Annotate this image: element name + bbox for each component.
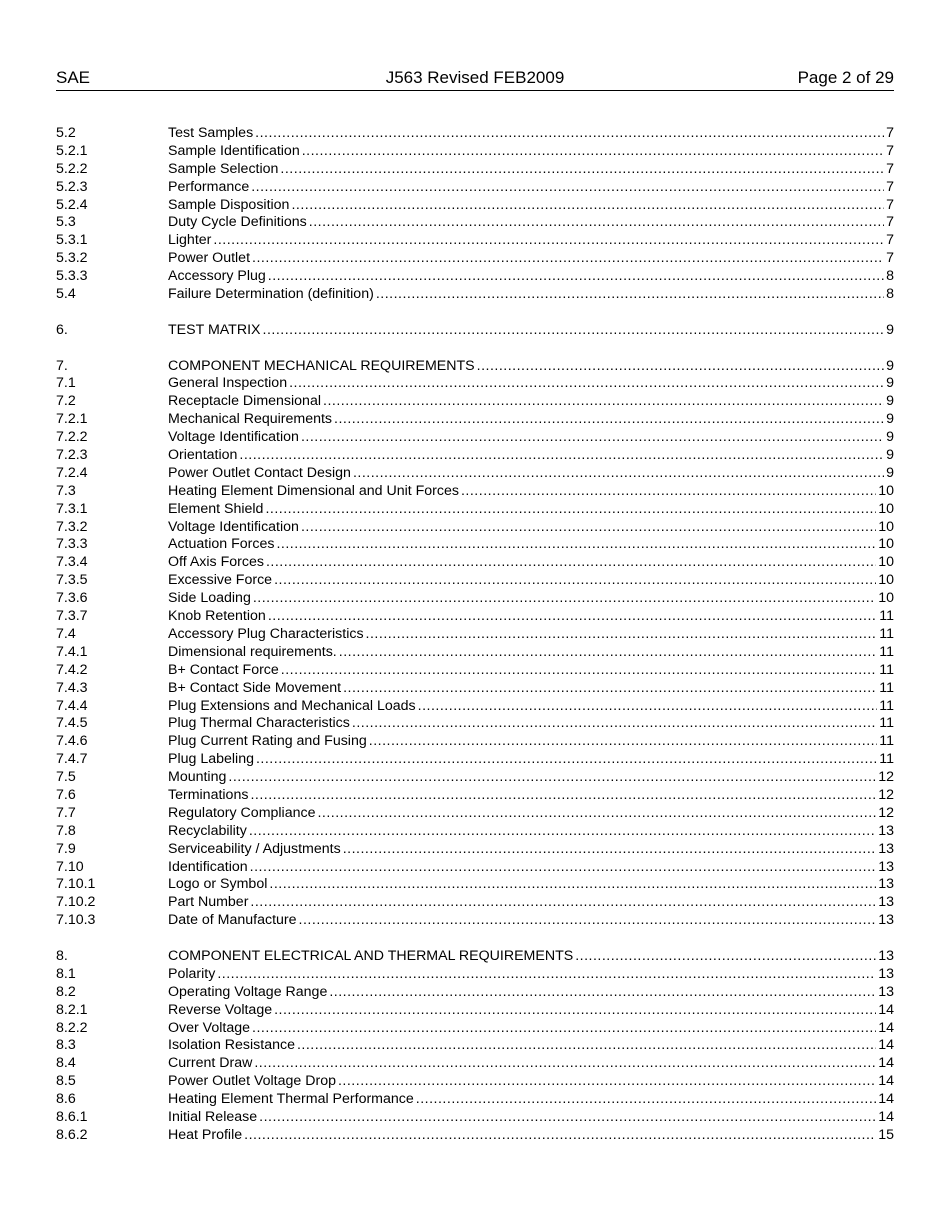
toc-dot-leader bbox=[244, 1127, 876, 1145]
toc-section-title: Sample Selection bbox=[168, 160, 279, 177]
toc-page-number: 7 bbox=[886, 214, 894, 231]
toc-dot-leader bbox=[461, 483, 876, 501]
toc-entry bbox=[56, 322, 894, 340]
toc-entry bbox=[56, 536, 894, 554]
toc-page-number: 13 bbox=[878, 822, 894, 839]
toc-page-number: 13 bbox=[878, 965, 894, 982]
toc-entry bbox=[56, 841, 894, 859]
toc-page-number: 9 bbox=[886, 321, 894, 338]
toc-entry bbox=[56, 411, 894, 429]
toc-section-number: 7.3.6 bbox=[56, 590, 88, 607]
toc-section-title: Current Draw bbox=[168, 1055, 253, 1072]
toc-section-title: Operating Voltage Range bbox=[168, 983, 328, 1000]
toc-entry bbox=[56, 286, 894, 304]
toc-dot-leader bbox=[369, 733, 878, 751]
toc-section-title: Knob Retention bbox=[168, 608, 266, 625]
toc-section-number: 7.10.2 bbox=[56, 894, 96, 911]
toc-dot-leader bbox=[575, 948, 876, 966]
toc-page-number: 11 bbox=[879, 697, 894, 714]
toc-dot-leader bbox=[276, 536, 876, 554]
toc-dot-leader bbox=[228, 769, 876, 787]
toc-page-number: 13 bbox=[878, 840, 894, 857]
toc-page-number: 11 bbox=[879, 643, 894, 660]
toc-page-number: 10 bbox=[878, 554, 894, 571]
toc-dot-leader bbox=[301, 519, 876, 537]
toc-entry bbox=[56, 859, 894, 877]
toc-section-title: Plug Labeling bbox=[168, 751, 254, 768]
toc-section-title: Over Voltage bbox=[168, 1019, 251, 1036]
toc-dot-leader bbox=[255, 125, 884, 143]
toc-entry bbox=[56, 1020, 894, 1038]
toc-section-title: Heating Element Dimensional and Unit Forces bbox=[168, 482, 459, 499]
toc-page-number: 11 bbox=[879, 625, 894, 642]
toc-dot-leader bbox=[343, 680, 877, 698]
toc-section-title: Serviceability / Adjustments bbox=[168, 840, 341, 857]
toc-dot-leader bbox=[418, 698, 878, 716]
toc-page-number: 11 bbox=[879, 751, 894, 768]
toc-page-number: 14 bbox=[878, 1073, 894, 1090]
toc-section-number: 7.6 bbox=[56, 786, 76, 803]
toc-section-number: 5.3 bbox=[56, 214, 76, 231]
toc-section-title: Sample Identification bbox=[168, 142, 300, 159]
toc-entry bbox=[56, 1091, 894, 1109]
toc-dot-leader bbox=[376, 286, 884, 304]
toc-section-title: Logo or Symbol bbox=[168, 876, 268, 893]
toc-section-title: Regulatory Compliance bbox=[168, 804, 316, 821]
toc-page-number: 7 bbox=[886, 196, 894, 213]
toc-section-number: 7.10.1 bbox=[56, 876, 96, 893]
toc-page-number: 14 bbox=[878, 1108, 894, 1125]
toc-section-number: 7.4.6 bbox=[56, 733, 88, 750]
toc-entry bbox=[56, 680, 894, 698]
toc-section-number: 8.3 bbox=[56, 1037, 76, 1054]
toc-section-title: Plug Extensions and Mechanical Loads bbox=[168, 697, 416, 714]
toc-page-number: 13 bbox=[878, 983, 894, 1000]
toc-page-number: 10 bbox=[878, 572, 894, 589]
toc-section-title: Duty Cycle Definitions bbox=[168, 214, 307, 231]
toc-entry bbox=[56, 876, 894, 894]
toc-section-title: Off Axis Forces bbox=[168, 554, 264, 571]
toc-section-title: Actuation Forces bbox=[168, 536, 275, 553]
toc-dot-leader bbox=[265, 501, 876, 519]
toc-dot-leader bbox=[274, 572, 876, 590]
toc-page-number: 11 bbox=[879, 715, 894, 732]
toc-entry bbox=[56, 715, 894, 733]
toc-section-number: 7.2.1 bbox=[56, 411, 88, 428]
toc-entry bbox=[56, 769, 894, 787]
toc-section-title: B+ Contact Side Movement bbox=[168, 679, 342, 696]
toc-section-number: 7.2 bbox=[56, 393, 76, 410]
toc-section-title: Mounting bbox=[168, 769, 227, 786]
toc-section-number: 7.3.2 bbox=[56, 518, 88, 535]
toc-section-title: Power Outlet Contact Design bbox=[168, 464, 351, 481]
toc-dot-leader bbox=[353, 465, 884, 483]
toc-section-number: 8.6 bbox=[56, 1091, 76, 1108]
toc-dot-leader bbox=[263, 322, 885, 340]
toc-section-title: Terminations bbox=[168, 786, 249, 803]
toc-section-number: 5.3.1 bbox=[56, 232, 88, 249]
toc-dot-leader bbox=[352, 715, 877, 733]
toc-section-title: Polarity bbox=[168, 965, 216, 982]
toc-section-title: Voltage Identification bbox=[168, 429, 299, 446]
toc-dot-leader bbox=[302, 143, 884, 161]
toc-entry bbox=[56, 751, 894, 769]
toc-entry bbox=[56, 358, 894, 376]
toc-page-number: 9 bbox=[886, 357, 894, 374]
toc-dot-leader bbox=[252, 250, 884, 268]
toc-section-title: General Inspection bbox=[168, 375, 288, 392]
toc-page-number: 8 bbox=[886, 286, 894, 303]
toc-dot-leader bbox=[334, 411, 884, 429]
toc-section-number: 7.4.7 bbox=[56, 751, 88, 768]
toc-section-number: 7.3.1 bbox=[56, 500, 88, 517]
toc-entry bbox=[56, 662, 894, 680]
toc-section-title: Mechanical Requirements bbox=[168, 411, 333, 428]
toc-dot-leader bbox=[301, 429, 884, 447]
toc-section-number: 8. bbox=[56, 947, 68, 964]
toc-page-number: 9 bbox=[886, 464, 894, 481]
toc-section-number: 7.4.3 bbox=[56, 679, 88, 696]
toc-dot-leader bbox=[338, 1073, 876, 1091]
toc-section-number: 7.3.3 bbox=[56, 536, 88, 553]
toc-dot-leader bbox=[297, 1037, 876, 1055]
toc-section-title: Receptacle Dimensional bbox=[168, 393, 321, 410]
toc-page-number: 13 bbox=[878, 947, 894, 964]
toc-section-title: Plug Thermal Characteristics bbox=[168, 715, 350, 732]
toc-section-number: 8.2 bbox=[56, 983, 76, 1000]
toc-section-title: Sample Disposition bbox=[168, 196, 290, 213]
toc-page-number: 12 bbox=[878, 804, 894, 821]
toc-dot-leader bbox=[268, 608, 877, 626]
toc-page-number: 9 bbox=[886, 411, 894, 428]
toc-entry bbox=[56, 483, 894, 501]
toc-section-number: 5.2.1 bbox=[56, 142, 88, 159]
toc-section-title: Accessory Plug bbox=[168, 268, 266, 285]
toc-section-number: 5.2 bbox=[56, 125, 76, 141]
toc-dot-leader bbox=[268, 268, 884, 286]
toc-page-number: 14 bbox=[878, 1001, 894, 1018]
toc-entry bbox=[56, 698, 894, 716]
toc-page-number: 7 bbox=[886, 142, 894, 159]
toc-entry bbox=[56, 465, 894, 483]
toc-section-title: Power Outlet Voltage Drop bbox=[168, 1073, 336, 1090]
toc-section-number: 8.4 bbox=[56, 1055, 76, 1072]
toc-entry bbox=[56, 912, 894, 930]
toc-section-title: TEST MATRIX bbox=[168, 321, 261, 338]
toc-page-number: 14 bbox=[878, 1019, 894, 1036]
toc-section-number: 7.3.5 bbox=[56, 572, 88, 589]
toc-section-number: 8.2.1 bbox=[56, 1001, 88, 1018]
toc-section-title: B+ Contact Force bbox=[168, 661, 279, 678]
toc-section-number: 7.7 bbox=[56, 804, 76, 821]
toc-dot-leader bbox=[253, 590, 876, 608]
toc-entry bbox=[56, 1109, 894, 1127]
toc-dot-leader bbox=[249, 823, 876, 841]
toc-dot-leader bbox=[291, 197, 884, 215]
toc-dot-leader bbox=[329, 984, 876, 1002]
toc-dot-leader bbox=[213, 232, 884, 250]
toc-section-title: Recyclability bbox=[168, 822, 247, 839]
toc-entry bbox=[56, 823, 894, 841]
toc-section-title: Heat Profile bbox=[168, 1126, 243, 1143]
toc-section-title: Identification bbox=[168, 858, 248, 875]
toc-dot-leader bbox=[477, 358, 884, 376]
toc-page-number: 8 bbox=[886, 268, 894, 285]
toc-section-number: 7.5 bbox=[56, 769, 76, 786]
toc-entry bbox=[56, 447, 894, 465]
toc-page-number: 9 bbox=[886, 447, 894, 464]
toc-page-number: 13 bbox=[878, 876, 894, 893]
toc-section-number: 7.10 bbox=[56, 858, 84, 875]
toc-section-number: 5.3.2 bbox=[56, 250, 88, 267]
toc-dot-leader bbox=[274, 1002, 876, 1020]
toc-page-number: 14 bbox=[878, 1091, 894, 1108]
toc-page-number: 7 bbox=[886, 178, 894, 195]
toc-entry bbox=[56, 519, 894, 537]
toc-page-number: 13 bbox=[878, 858, 894, 875]
toc-dot-leader bbox=[256, 751, 877, 769]
toc-section-title: Performance bbox=[168, 178, 250, 195]
toc-page-number: 7 bbox=[886, 125, 894, 141]
header-org: SAE bbox=[56, 68, 91, 87]
toc-entry bbox=[56, 250, 894, 268]
toc-section-number: 7.2.2 bbox=[56, 429, 88, 446]
toc-section-number: 5.3.3 bbox=[56, 268, 88, 285]
toc-section-number: 5.2.4 bbox=[56, 196, 88, 213]
toc-dot-leader bbox=[250, 787, 876, 805]
toc-section-title: Orientation bbox=[168, 447, 238, 464]
toc-entry bbox=[56, 375, 894, 393]
toc-section-title: Excessive Force bbox=[168, 572, 273, 589]
toc-entry bbox=[56, 197, 894, 215]
toc-section-number: 7.1 bbox=[56, 375, 76, 392]
toc-dot-leader bbox=[254, 1055, 876, 1073]
toc-section-number: 5.2.2 bbox=[56, 160, 88, 177]
toc-dot-leader bbox=[323, 393, 884, 411]
toc-page-number: 11 bbox=[879, 608, 894, 625]
toc-entry bbox=[56, 626, 894, 644]
toc-entry bbox=[56, 125, 894, 143]
toc-section-title: Element Shield bbox=[168, 500, 264, 517]
toc-section-number: 7.8 bbox=[56, 822, 76, 839]
toc-page-number: 9 bbox=[886, 429, 894, 446]
toc-entry bbox=[56, 590, 894, 608]
toc-section-title: Part Number bbox=[168, 894, 249, 911]
toc-page-number: 9 bbox=[886, 393, 894, 410]
toc-section-number: 8.1 bbox=[56, 965, 76, 982]
toc-page-number: 12 bbox=[878, 769, 894, 786]
toc-dot-leader bbox=[299, 912, 877, 930]
toc-section-title: Lighter bbox=[168, 232, 212, 249]
toc-page-number: 7 bbox=[886, 160, 894, 177]
toc-dot-leader bbox=[251, 179, 884, 197]
toc-dot-leader bbox=[250, 859, 877, 877]
toc-section-title: Initial Release bbox=[168, 1108, 258, 1125]
toc-dot-leader bbox=[269, 876, 876, 894]
toc-section-number: 7.2.4 bbox=[56, 464, 88, 481]
toc-entry bbox=[56, 1002, 894, 1020]
toc-entry bbox=[56, 232, 894, 250]
toc-section-number: 7.10.3 bbox=[56, 912, 96, 929]
toc-dot-leader bbox=[280, 161, 884, 179]
toc-entry bbox=[56, 393, 894, 411]
toc-section-title: Isolation Resistance bbox=[168, 1037, 295, 1054]
toc-entry bbox=[56, 268, 894, 286]
toc-dot-leader bbox=[217, 966, 876, 984]
toc-entry bbox=[56, 572, 894, 590]
toc-page-number: 11 bbox=[879, 661, 894, 678]
toc-section-title: COMPONENT MECHANICAL REQUIREMENTS bbox=[168, 357, 475, 374]
toc-section-number: 7.4 bbox=[56, 625, 76, 642]
toc-dot-leader bbox=[259, 1109, 876, 1127]
header-doc-id: J563 Revised FEB2009 bbox=[385, 68, 565, 87]
toc-dot-leader bbox=[250, 894, 876, 912]
toc-page-number: 11 bbox=[879, 679, 894, 696]
toc-entry bbox=[56, 501, 894, 519]
toc-entry bbox=[56, 966, 894, 984]
toc-section-number: 7.4.5 bbox=[56, 715, 88, 732]
toc-section-title: COMPONENT ELECTRICAL AND THERMAL REQUIREMENTS bbox=[168, 947, 574, 964]
toc-page-number: 11 bbox=[879, 733, 894, 750]
toc-page-number: 10 bbox=[878, 518, 894, 535]
toc-page-number: 9 bbox=[886, 375, 894, 392]
toc-entry bbox=[56, 644, 894, 662]
toc-entry bbox=[56, 143, 894, 161]
toc-dot-leader bbox=[252, 1020, 876, 1038]
toc-dot-leader bbox=[239, 447, 884, 465]
table-of-contents bbox=[56, 125, 894, 1145]
toc-page-number: 13 bbox=[878, 912, 894, 929]
header-page-number: Page 2 of 29 bbox=[797, 68, 894, 87]
toc-section-number: 7.9 bbox=[56, 840, 76, 857]
toc-entry bbox=[56, 733, 894, 751]
toc-dot-leader bbox=[343, 841, 877, 859]
toc-section-title: Date of Manufacture bbox=[168, 912, 297, 929]
toc-entry bbox=[56, 554, 894, 572]
toc-section-number: 7.4.4 bbox=[56, 697, 88, 714]
toc-entry bbox=[56, 179, 894, 197]
toc-dot-leader bbox=[339, 644, 878, 662]
toc-section-number: 7.3.7 bbox=[56, 608, 88, 625]
toc-dot-leader bbox=[366, 626, 878, 644]
toc-dot-leader bbox=[416, 1091, 876, 1109]
toc-section-title: Heating Element Thermal Performance bbox=[168, 1091, 414, 1108]
toc-page-number: 12 bbox=[878, 786, 894, 803]
toc-page-number: 14 bbox=[878, 1037, 894, 1054]
toc-page-number: 10 bbox=[878, 536, 894, 553]
toc-section-title: Power Outlet bbox=[168, 250, 251, 267]
toc-entry bbox=[56, 948, 894, 966]
toc-section-title: Voltage Identification bbox=[168, 518, 299, 535]
toc-section-number: 7. bbox=[56, 357, 68, 374]
toc-section-number: 8.6.2 bbox=[56, 1126, 88, 1143]
toc-section-title: Accessory Plug Characteristics bbox=[168, 625, 364, 642]
toc-entry bbox=[56, 608, 894, 626]
toc-entry bbox=[56, 214, 894, 232]
toc-section-number: 7.4.1 bbox=[56, 643, 88, 660]
toc-entry bbox=[56, 429, 894, 447]
toc-section-number: 6. bbox=[56, 321, 68, 338]
toc-entry bbox=[56, 1037, 894, 1055]
toc-entry bbox=[56, 1055, 894, 1073]
toc-page-number: 7 bbox=[886, 250, 894, 267]
toc-section-title: Test Samples bbox=[168, 125, 254, 141]
toc-entry bbox=[56, 787, 894, 805]
toc-entry bbox=[56, 1127, 894, 1145]
toc-section-number: 7.4.2 bbox=[56, 661, 88, 678]
toc-entry bbox=[56, 161, 894, 179]
toc-section-number: 5.4 bbox=[56, 286, 76, 303]
toc-section-number: 7.3.4 bbox=[56, 554, 88, 571]
toc-dot-leader bbox=[309, 214, 884, 232]
toc-page-number: 7 bbox=[886, 232, 894, 249]
toc-page-number: 14 bbox=[878, 1055, 894, 1072]
toc-dot-leader bbox=[266, 554, 876, 572]
toc-section-number: 8.6.1 bbox=[56, 1108, 88, 1125]
toc-section-title: Plug Current Rating and Fusing bbox=[168, 733, 367, 750]
toc-entry bbox=[56, 894, 894, 912]
toc-page-number: 10 bbox=[878, 500, 894, 517]
toc-page-number: 10 bbox=[878, 482, 894, 499]
toc-dot-leader bbox=[281, 662, 877, 680]
toc-section-title: Reverse Voltage bbox=[168, 1001, 273, 1018]
toc-page-number: 13 bbox=[878, 894, 894, 911]
toc-entry bbox=[56, 1073, 894, 1091]
toc-entry bbox=[56, 805, 894, 823]
toc-page-number: 15 bbox=[878, 1126, 894, 1143]
toc-section-number: 8.2.2 bbox=[56, 1019, 88, 1036]
toc-section-title: Failure Determination (definition) bbox=[168, 286, 374, 303]
toc-section-number: 8.5 bbox=[56, 1073, 76, 1090]
toc-section-title: Dimensional requirements. bbox=[168, 643, 337, 660]
toc-section-title: Side Loading bbox=[168, 590, 251, 607]
toc-section-number: 5.2.3 bbox=[56, 178, 88, 195]
toc-dot-leader bbox=[289, 375, 884, 393]
toc-section-number: 7.2.3 bbox=[56, 447, 88, 464]
toc-section-number: 7.3 bbox=[56, 482, 76, 499]
page-header bbox=[56, 68, 894, 91]
toc-entry bbox=[56, 984, 894, 1002]
toc-dot-leader bbox=[317, 805, 876, 823]
toc-page-number: 10 bbox=[878, 590, 894, 607]
